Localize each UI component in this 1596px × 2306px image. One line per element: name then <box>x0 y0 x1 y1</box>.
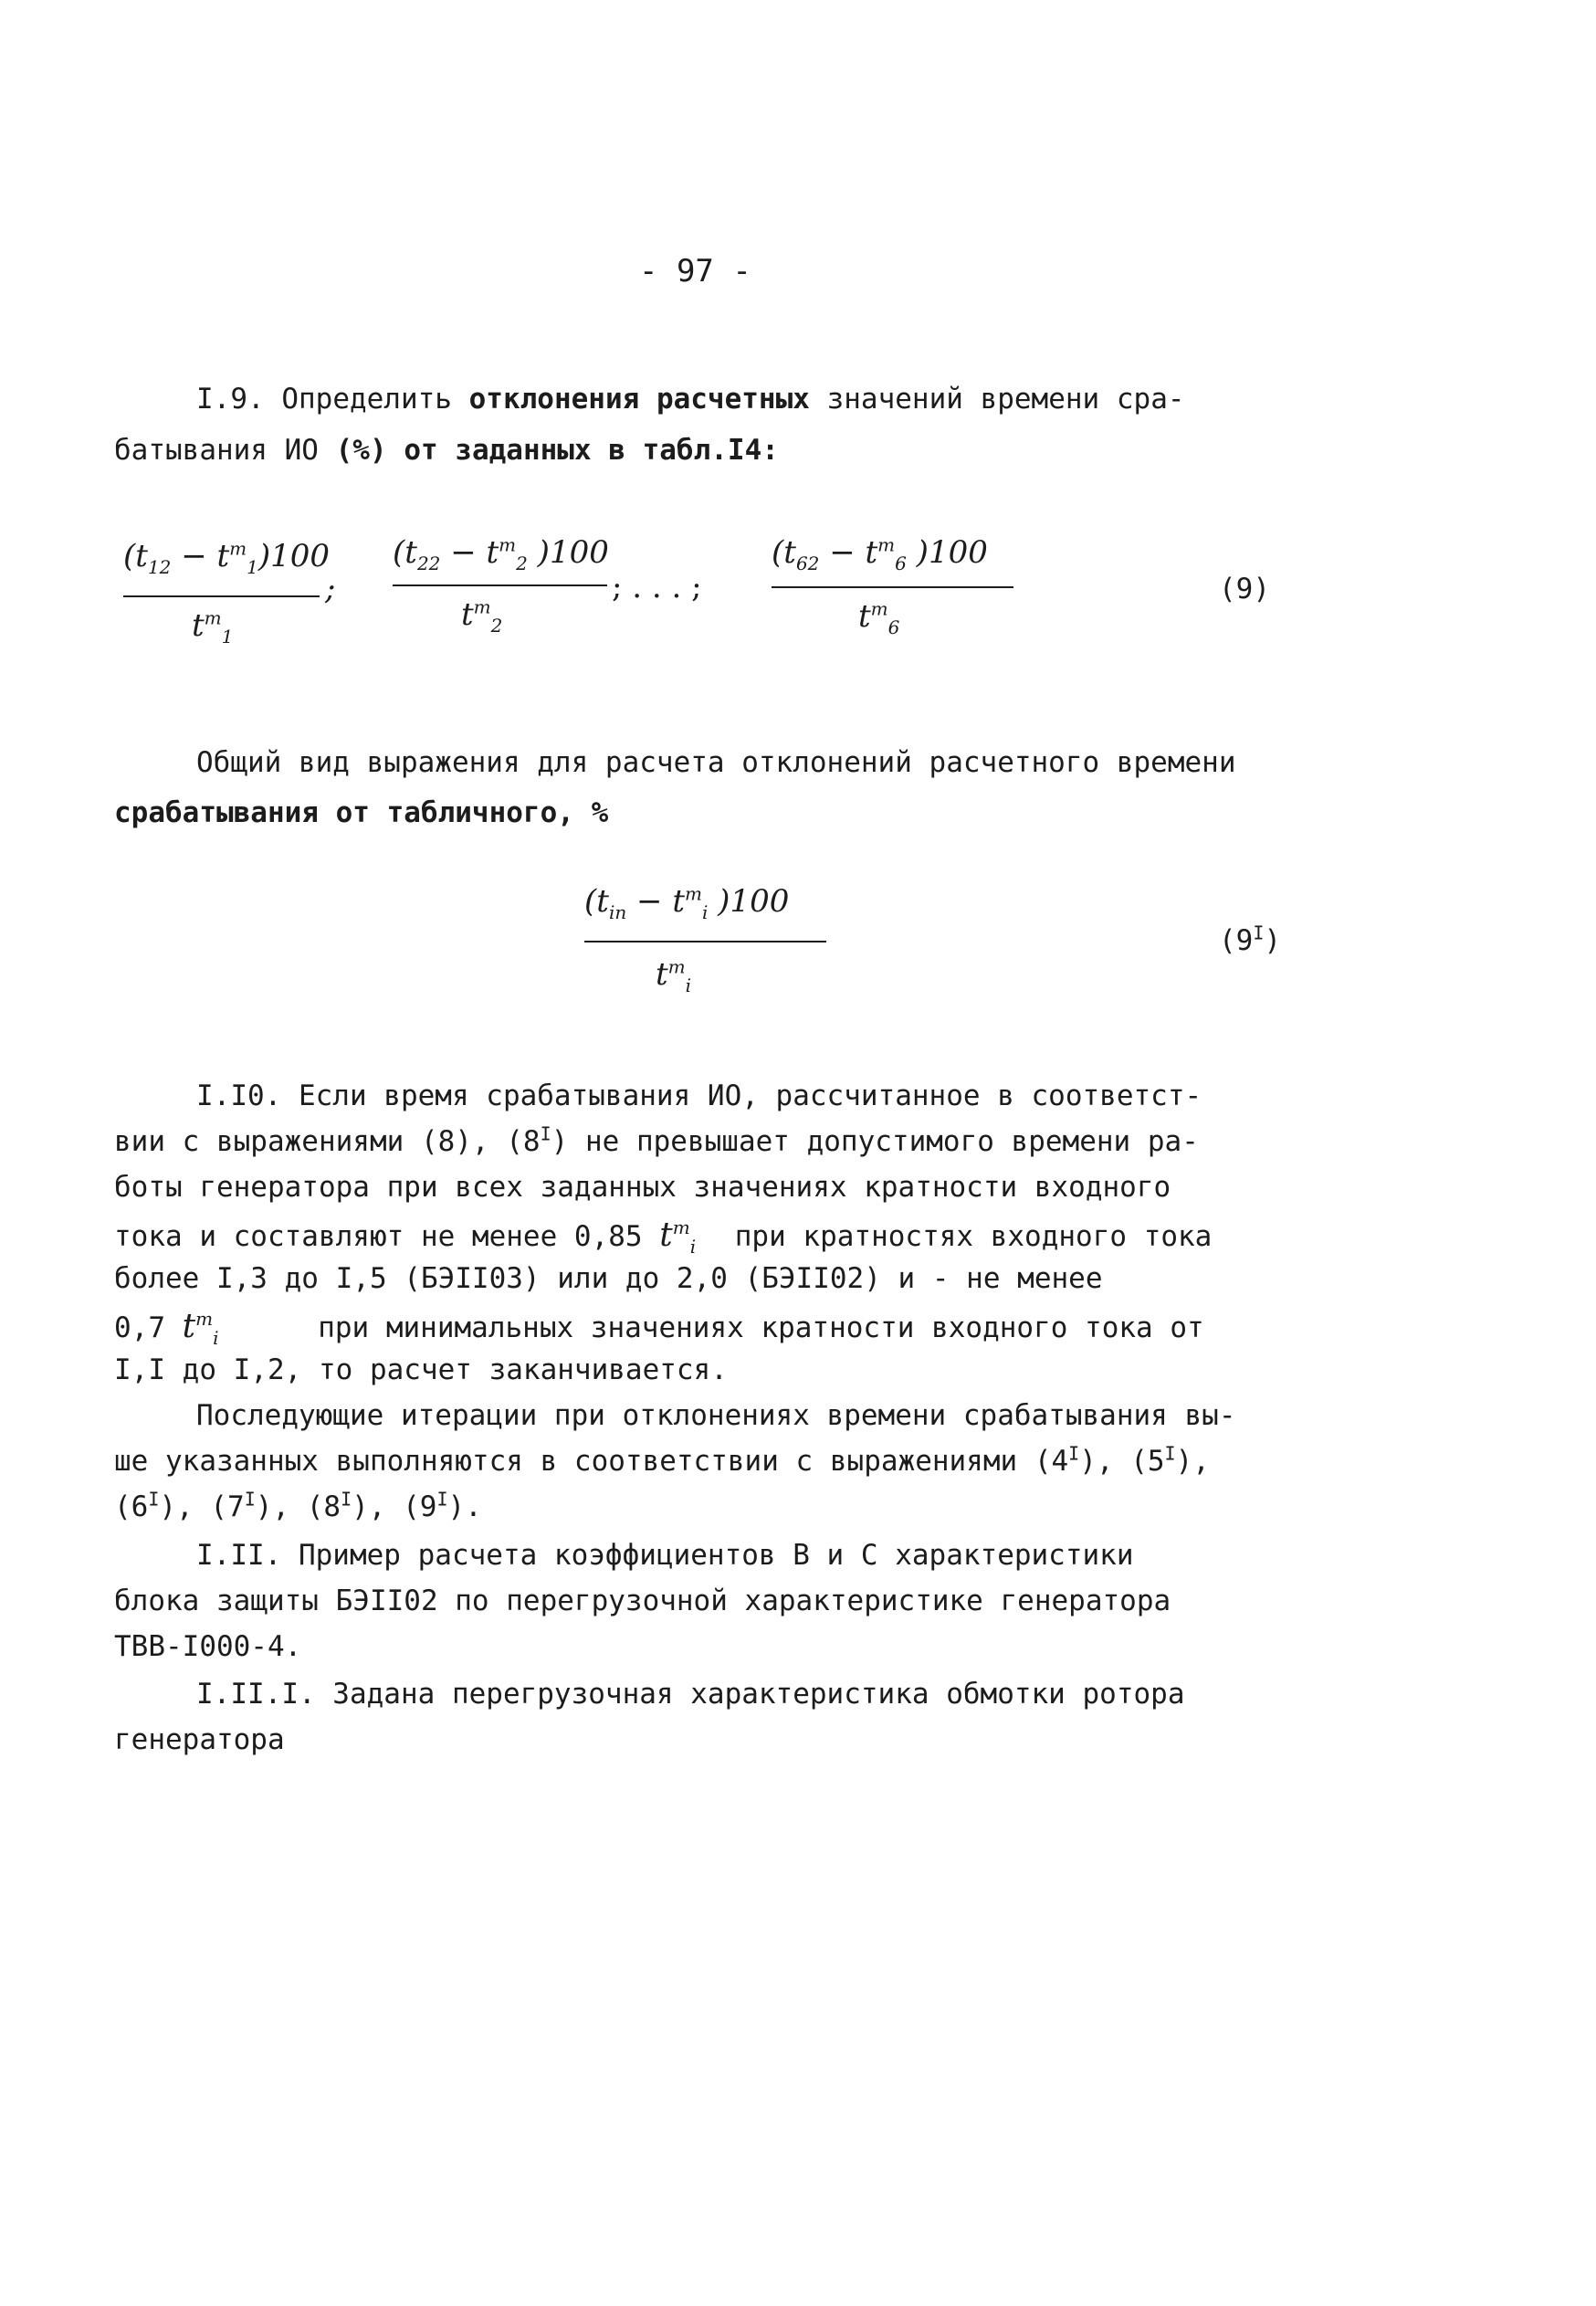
section-1-10-line-6: 0,7 $t^т_i$ при минимальных значениях кратности входного тока от <box>114 1308 1204 1350</box>
eq9-frac2-numerator: ($t_{22} - t^т_2$ )100 <box>393 533 609 574</box>
eq9-frac3-bar <box>772 586 1013 588</box>
eq9-frac2-bar <box>393 584 607 586</box>
section-1-11-line-2: блока защиты БЭII02 по перегрузочной характеристике генератора <box>114 1585 1171 1617</box>
page-number: - 97 - <box>639 253 751 290</box>
equation-number-9i: $(9^I)$ <box>1219 921 1282 957</box>
eq9-frac3-numerator: ($t_{62} - t^т_6$ )100 <box>772 533 988 574</box>
eq9i-numerator: ($t_{in} - t^т_i$ )100 <box>584 882 790 923</box>
section-1-11-line-1: I.II. Пример расчета коэффициентов В и С характеристики <box>196 1539 1134 1572</box>
section-1-11-1-line-1: I.II.I. Задана перегрузочная характеристика обмотки ротора <box>196 1678 1185 1711</box>
iterations-line-2: ше указанных выполняются в соответствии с выражениями $(4^I)$, $(5^I)$, <box>114 1442 1210 1478</box>
eq9-frac1-denominator: $t^т_1$ <box>192 606 234 648</box>
eq9i-denominator: $t^т_i$ <box>656 955 692 996</box>
section-1-11-1-line-2: генератора <box>114 1723 285 1756</box>
general-form-line-1: Общий вид выражения для расчета отклонений расчетного времени <box>196 746 1236 779</box>
eq9-ellipsis: ; . . . ; <box>612 569 702 605</box>
eq9-frac1-numerator: $(t_{12} - t^т_1)100$ <box>123 537 331 578</box>
bold-text: отклонения расчетных <box>468 383 810 416</box>
bold-text: от заданных в табл.I4: <box>404 434 779 467</box>
section-1-10-line-5: более I,3 до I,5 (БЭII03) или до 2,0 (БЭII02) и - не менее <box>114 1262 1103 1295</box>
section-1-9-line-1 <box>196 385 1185 414</box>
section-1-10-line-4: тока и составляют не менее 0,85 $t^т_i$ при кратностях входного тока <box>114 1216 1213 1258</box>
t-i-symbol: $t^т_i$ <box>659 1216 697 1258</box>
general-form-line-2: срабатывания от табличного, % <box>114 796 609 829</box>
eq9-separator: ; <box>325 571 336 607</box>
percent-sign: (%) <box>335 434 387 467</box>
iterations-line-1: Последующие итерации при отклонениях времени срабатывания вы- <box>196 1399 1236 1432</box>
section-1-10-line-2: вии с выражениями (8), $(8^I)$ не превышает допустимого времени ра- <box>114 1122 1199 1158</box>
t-i-symbol: $t^т_i$ <box>182 1308 219 1350</box>
equation-number-9: (9) <box>1219 573 1270 605</box>
body-text: батывания ИО <box>114 434 319 467</box>
eq9-frac2-denominator: $t^т_2$ <box>461 595 503 637</box>
section-1-10-line-3: боты генератора при всех заданных значениях кратности входного <box>114 1171 1171 1204</box>
section-1-11-line-3: ТВВ-I000-4. <box>114 1630 302 1663</box>
eq9-frac3-denominator: $t^т_6$ <box>858 597 900 638</box>
section-1-10-line-1: I.I0. Если время срабатывания ИО, рассчитанное в соответст- <box>196 1079 1202 1112</box>
section-1-9-line-2 <box>114 434 779 467</box>
section-number: I.9. <box>196 383 265 416</box>
eq9i-bar <box>584 941 826 942</box>
section-1-10-line-7: I,I до I,2, то расчет заканчивается. <box>114 1353 728 1386</box>
iterations-line-3: $(6^I)$, $(7^I)$, $(8^I)$, $(9^I)$. <box>114 1488 482 1523</box>
body-text: значений времени сра- <box>826 383 1185 416</box>
verb-text: Определить <box>281 383 452 416</box>
eq9-frac1-bar <box>123 595 320 597</box>
